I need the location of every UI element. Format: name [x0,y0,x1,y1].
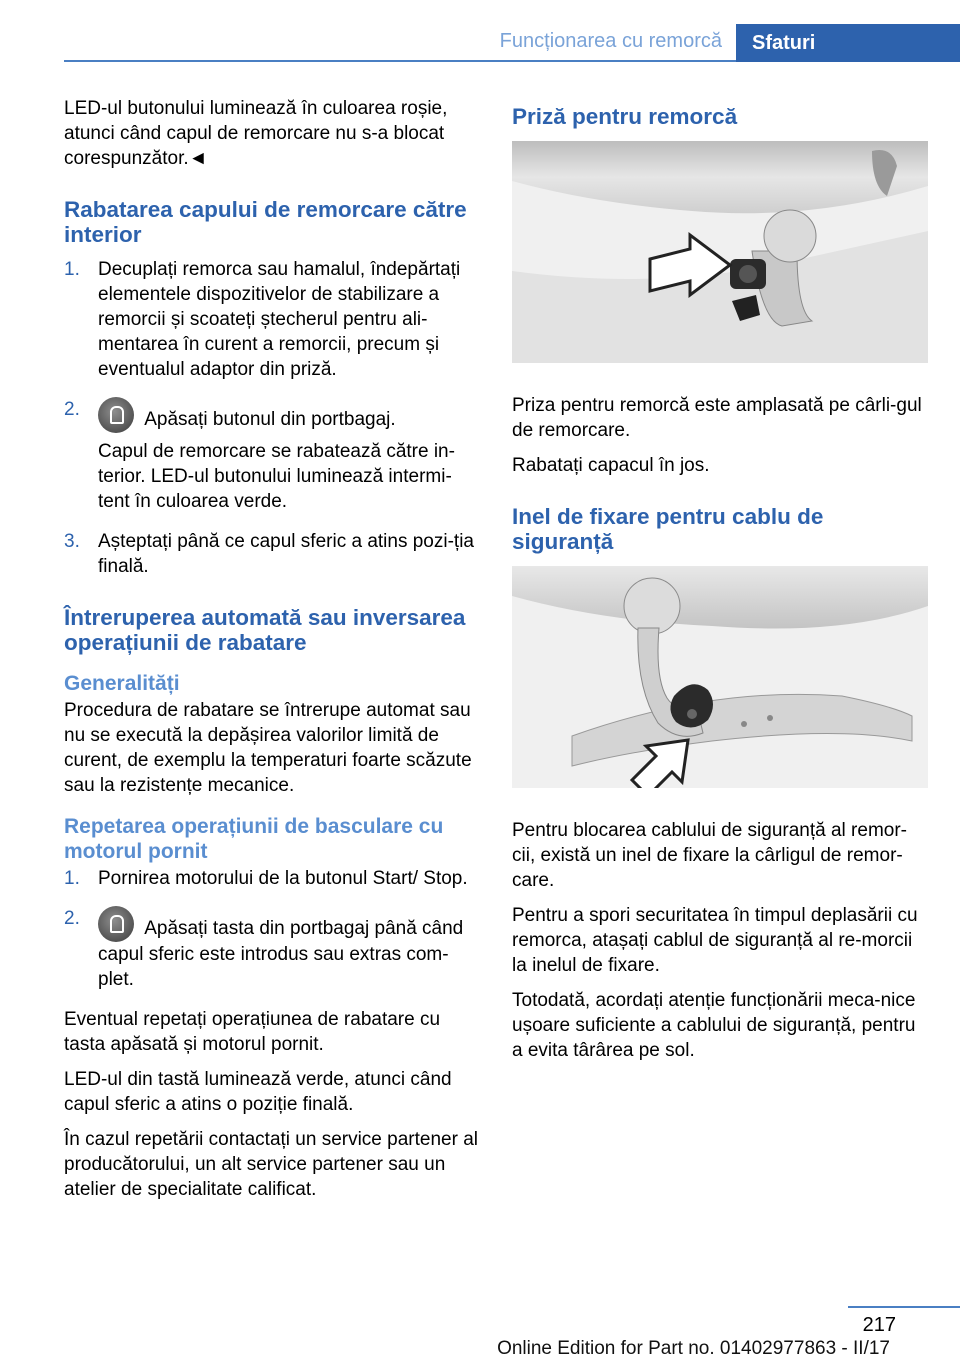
trailer-socket-illustration [512,141,928,363]
list-item [64,257,480,382]
heading-safety-ring: Inel de fixare pentru cablu de siguranță [512,504,824,554]
step-text: Decuplați remorca sau hamalul, îndepărtați elementele dispozitivelor de stabilizare a remorcii și scoateți ștecherul pentru ali‐mentarea în curent a remorcii, precum și eventualul adaptor din priză. [98,259,461,380]
list-item [64,397,480,514]
ring-paragraph-3: Totodată, acordați atenție funcționării meca‐nice ușoare suficiente a cablului de siguranță, pentru a evita târârea pe sol. [512,990,916,1061]
step-text: Apăsați tasta din portbagaj până când capul sferic este introdus sau extras com‐plet. [98,918,464,990]
step-text: Pornirea motorului de la butonul Start/ Stop. [98,868,468,889]
step-extra-text: Capul de remorcare se rabatează către in‐terior. LED-ul butonului luminează intermi‐tent în culoarea verde. [98,441,455,512]
right-column [512,96,928,1073]
footer-rule [848,1306,960,1308]
safety-cable-ring-illustration [512,566,928,788]
header-section-title: Funcționarea cu remorcă [499,30,722,52]
heading-repeat: Repetarea operațiunii de basculare cu motorul pornit [64,815,444,863]
ring-paragraph-1: Pentru blocarea cablului de siguranță al remor‐cii, există un inel de fixare la cârligul de remor‐care. [512,820,907,891]
edition-footer: Online Edition for Part no. 01402977863 - II/17 [497,1338,890,1359]
step-text: Apăsați butonul din portbagaj. [144,409,396,430]
step-number: 2. [64,399,80,420]
step-number: 3. [64,531,80,552]
heading-general: Generalități [64,672,180,695]
repeat-paragraph-1: Eventual repetați operațiunea de rabatare cu tasta apăsată și motorul pornit. [64,1009,441,1055]
repeat-paragraph-2: LED-ul din tastă luminează verde, atunci când capul sferic a atins o poziție finală. [64,1069,452,1115]
left-column [64,96,480,1212]
general-paragraph: Procedura de rabatare se întrerupe automat sau nu se execută la depășirea valorilor limită de curent, de exemplu la temperaturi foarte scăzute sau la rezistențe mecanice. [64,700,472,796]
tow-hitch-button-icon [98,906,134,942]
heading-trailer-socket: Priză pentru remorcă [512,104,738,129]
socket-paragraph-1: Priza pentru remorcă este amplasată pe cârli‐gul de remorcare. [512,395,922,441]
header-rule [64,60,736,62]
socket-paragraph-2: Rabatați capacul în jos. [512,455,710,476]
list-item [64,866,480,891]
heading-auto-interrupt: Întreruperea automată sau inversarea operațiunii de rabatare [64,605,466,655]
steps-repeat [64,866,480,992]
page-header [0,24,960,62]
step-number: 2. [64,908,80,929]
steps-fold-in [64,257,480,579]
heading-fold-in: Rabatarea capului de remorcare către interior [64,197,467,247]
list-item [64,906,480,992]
tow-hitch-button-icon [98,397,134,433]
repeat-paragraph-3: În cazul repetării contactați un service partener al producătorului, un alt service partener sau un atelier de specialitate calificat. [64,1129,478,1200]
ring-paragraph-2: Pentru a spori securitatea în timpul deplasării cu remorca, atașați cablul de siguranță al re‐morcii la inelul de fixare. [512,905,918,976]
page-number: 217 [862,1314,896,1336]
step-number: 1. [64,868,80,889]
header-tab-sfaturi[interactable]: Sfaturi [736,24,960,62]
list-item [64,529,480,579]
intro-paragraph: LED-ul butonului luminează în culoarea roșie, atunci când capul de remorcare nu s-a blocat corespunzător.◄ [64,98,448,169]
step-text: Așteptați până ce capul sferic a atins pozi‐ția finală. [98,531,474,577]
step-number: 1. [64,259,80,280]
